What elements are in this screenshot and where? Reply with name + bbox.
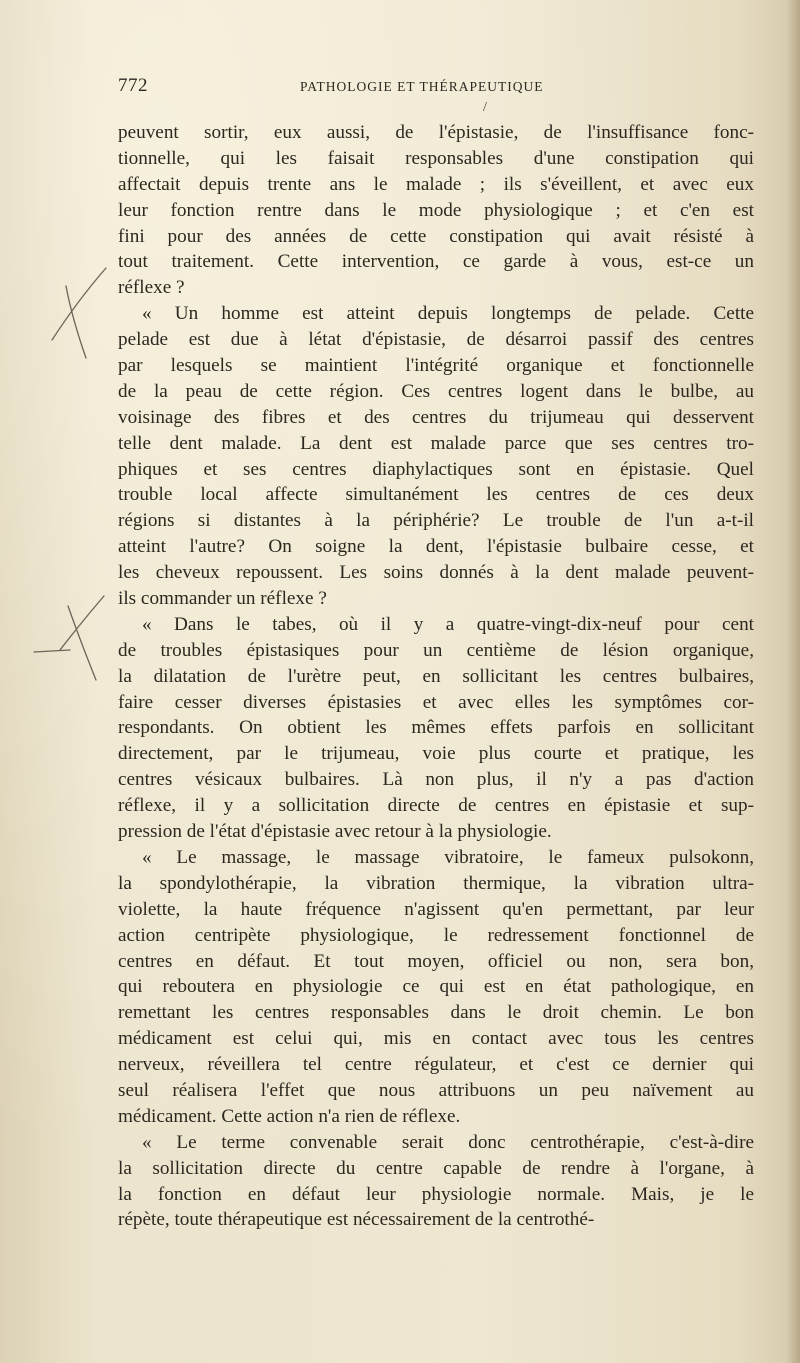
text-line: violette, la haute fréquence n'agissent qu'en permettant, par leur	[118, 898, 754, 920]
text-line: pression de l'état d'épistasie avec retour à la physiologie.	[118, 821, 552, 843]
page-edge-shadow	[786, 0, 800, 1363]
text-line: atteint l'autre? On soigne la dent, l'épistasie bulbaire cesse, et	[118, 536, 754, 558]
text-line: les cheveux repoussent. Les soins donnés à la dent malade peuvent-	[118, 562, 754, 584]
body-text	[118, 120, 754, 1233]
text-line: faire cesser diverses épistasies et avec elles les symptômes cor-	[118, 691, 754, 713]
text-line: directement, par le trijumeau, voie plus courte et pratique, les	[118, 743, 754, 765]
text-line: peuvent sortir, eux aussi, de l'épistasie, de l'insuffisance fonc-	[118, 122, 754, 143]
pencil-stroke	[60, 596, 104, 650]
text-line: tout traitement. Cette intervention, ce garde à vous, est-ce un	[118, 251, 754, 273]
text-line: voisinage des fibres et des centres du trijumeau qui desservent	[118, 406, 754, 428]
pencil-cross-marks	[0, 0, 120, 1363]
margin-annotations	[0, 0, 120, 1363]
text-line: pelade est due à létat d'épistasie, de désarroi passif des centres	[118, 329, 754, 351]
page-number: 772	[118, 75, 148, 96]
text-line: nerveux, réveillera tel centre régulateur, et c'est ce dernier qui	[118, 1054, 754, 1076]
text-line: centres vésicaux bulbaires. Là non plus, il n'y a pas d'action	[118, 769, 754, 791]
text-line: qui reboutera en physiologie ce qui est en état pathologique, en	[118, 976, 754, 998]
text-line: ils commander un réflexe ?	[118, 588, 327, 610]
text-line: tionnelle, qui les faisait responsables d'une constipation qui	[118, 147, 754, 169]
pencil-stroke	[68, 606, 96, 680]
accent-mark: /	[483, 100, 487, 115]
text-line: de troubles épistasiques pour un centième de lésion organique,	[118, 639, 754, 661]
pencil-stroke	[34, 650, 70, 652]
text-line: respondants. On obtient les mêmes effets parfois en sollicitant	[118, 717, 754, 739]
text-line: réflexe ?	[118, 277, 185, 299]
text-line: « Le massage, le massage vibratoire, le fameux pulsokonn,	[142, 846, 754, 868]
text-line: telle dent malade. La dent est malade parce que ses centres tro-	[118, 432, 754, 454]
text-line: la spondylothérapie, la vibration thermique, la vibration ultra-	[118, 872, 754, 894]
text-line: médicament. Cette action n'a rien de réflexe.	[118, 1105, 461, 1127]
pencil-stroke	[52, 268, 106, 340]
text-line: la sollicitation directe du centre capable de rendre à l'organe, à	[118, 1157, 754, 1179]
text-line: seul réalisera l'effet que nous attribuons un peu naïvement au	[118, 1079, 754, 1101]
text-line: régions si distantes à la périphérie? Le trouble de l'un a-t-il	[118, 510, 754, 532]
text-line: leur fonction rentre dans le mode physiologique ; et c'en est	[118, 199, 754, 221]
running-head: PATHOLOGIE ET THÉRAPEUTIQUE	[300, 79, 544, 94]
text-line: par lesquels se maintient l'intégrité organique et fonctionnelle	[118, 355, 754, 377]
text-line: remettant les centres responsables dans le droit chemin. Le bon	[118, 1002, 754, 1024]
text-line: trouble local affecte simultanément les centres de ces deux	[118, 484, 754, 506]
text-line: fini pour des années de cette constipation qui avait résisté à	[118, 225, 754, 247]
text-line: « Dans le tabes, où il y a quatre-vingt-dix-neuf pour cent	[142, 613, 754, 635]
text-line: phiques et ses centres diaphylactiques sont en épistasie. Quel	[118, 458, 754, 480]
text-line: action centripète physiologique, le redressement fonctionnel de	[118, 924, 754, 946]
text-line: la dilatation de l'urètre peut, en sollicitant les centres bulbaires,	[118, 665, 754, 687]
text-line: répète, toute thérapeutique est nécessairement de la centrothé-	[118, 1209, 595, 1231]
text-line: centres en défaut. Et tout moyen, officiel ou non, sera bon,	[118, 950, 754, 972]
text-line: de la peau de cette région. Ces centres logent dans le bulbe, au	[118, 380, 754, 402]
text-line: « Un homme est atteint depuis longtemps de pelade. Cette	[142, 303, 754, 325]
text-line: médicament est celui qui, mis en contact avec tous les centres	[118, 1028, 754, 1050]
text-line: la fonction en défaut leur physiologie normale. Mais, je le	[118, 1183, 754, 1205]
text-line: réflexe, il y a sollicitation directe de centres en épistasie et sup-	[118, 795, 754, 817]
text-line: affectait depuis trente ans le malade ; ils s'éveillent, et avec eux	[118, 173, 754, 195]
text-line: « Le terme convenable serait donc centrothérapie, c'est-à-dire	[142, 1131, 754, 1153]
page-header	[118, 75, 754, 101]
